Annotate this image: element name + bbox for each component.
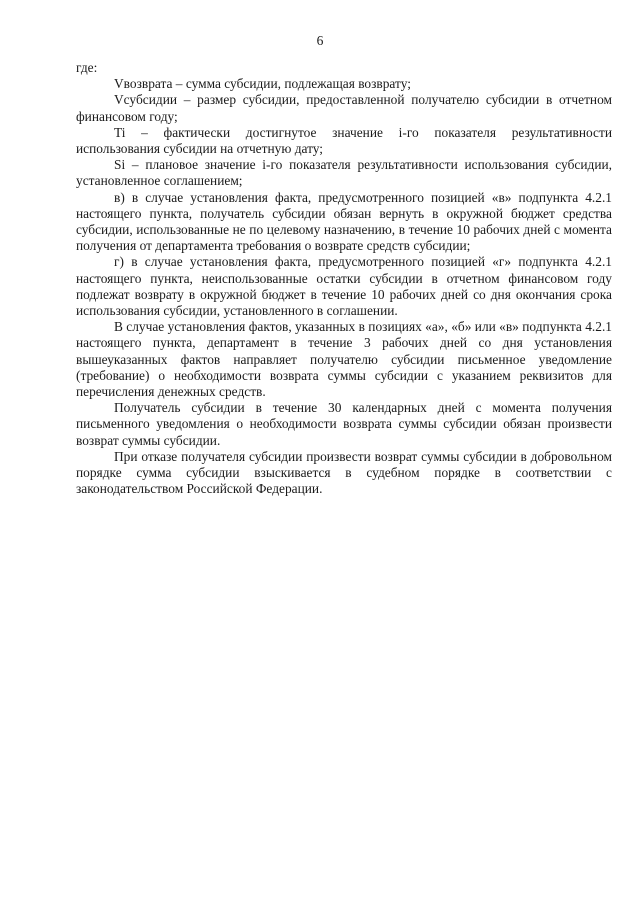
paragraph-v-return: Vвозврата – сумма субсидии, подлежащая возврату; [114, 76, 411, 92]
paragraph-item-v: в) в случае установления факта, предусмотренного позицией «в» подпункта 4.2.1 настоящего пункта, получатель субсидии обязан вернуть в окружной бюджет средства субсидии, использованные не по целевому назначению, в течение 10 рабочих дней с момента получения от департамента требования о возврате средств субсидии; [76, 189, 612, 254]
paragraph-si: Si – плановое значение i-го показателя результативности использования субсидии, установленное соглашением; [76, 157, 612, 189]
paragraph-item-g: г) в случае установления факта, предусмотренного позицией «г» подпункта 4.2.1 настоящего пункта, неиспользованные остатки субсидии в отчетном финансовом году подлежат возврату в окружной бюджет в течение 10 рабочих дней со дня окончания срока использования субсидии, установленного в соглашении. [76, 254, 612, 319]
page-number: 6 [316, 33, 324, 48]
paragraph-recipient: Получатель субсидии в течение 30 календарных дней с момента получения письменного уведомления о необходимости возврата суммы субсидии обязан произвести возврат суммы субсидии. [76, 400, 612, 448]
paragraph-refusal: При отказе получателя субсидии произвести возврат суммы субсидии в добровольном порядке сумма субсидии взыскивается в судебном порядке в соответствии с законодательством Российской Федерации. [76, 448, 612, 497]
paragraph-v-subsidy: Vсубсидии – размер субсидии, предоставленной получателю субсидии в отчетном финансовом году; [76, 92, 612, 124]
paragraph-where: где: [76, 60, 98, 75]
document-body [76, 60, 612, 497]
paragraph-ti: Ti – фактически достигнутое значение i-го показателя результативности использования субсидии на отчетную дату; [76, 124, 612, 157]
paragraph-facts: В случае установления фактов, указанных в позициях «а», «б» или «в» подпункта 4.2.1 настоящего пункта, департамент в течение 3 рабочих дней со дня установления вышеуказанных фактов направляет получателю субсидии письменное уведомление (требование) о необходимости возврата суммы субсидии с указанием реквизитов для перечисления денежных средств. [76, 319, 612, 400]
